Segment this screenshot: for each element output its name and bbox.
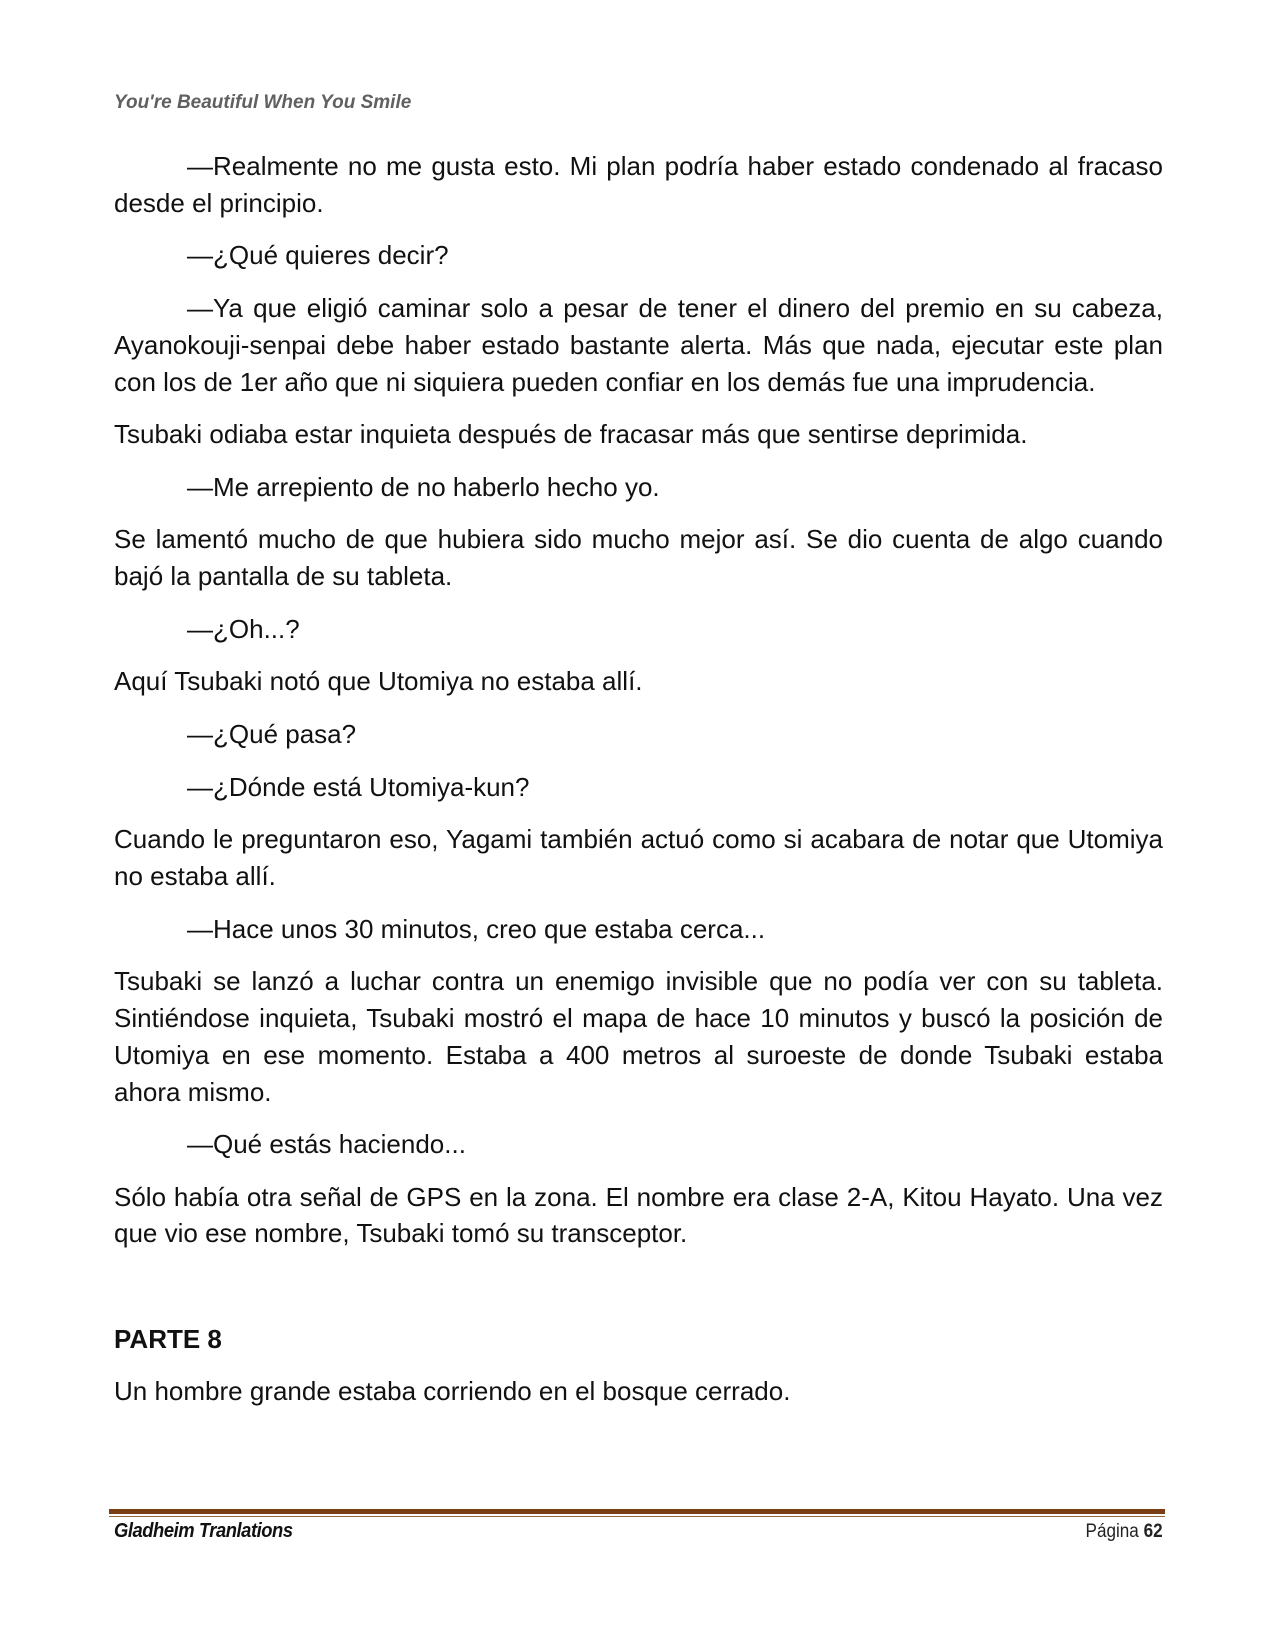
paragraph: —Hace unos 30 minutos, creo que estaba cerca... (187, 913, 766, 944)
paragraph: —Me arrepiento de no haberlo hecho yo. (187, 471, 660, 502)
paragraph: —¿Qué pasa? (187, 718, 357, 749)
paragraph: Sólo había otra señal de GPS en la zona. El nombre era clase 2-A, Kitou Hayato. Una vez que vio ese nombre, Tsubaki tomó su transceptor. (114, 1181, 1163, 1249)
paragraph: —¿Dónde está Utomiya-kun? (187, 771, 530, 802)
running-header: You're Beautiful When You Smile (114, 92, 412, 113)
paragraph: —¿Qué quieres decir? (187, 240, 449, 271)
paragraph: —Realmente no me gusta esto. Mi plan podría haber estado condenado al fracaso desde el principio. (114, 151, 1163, 218)
paragraph: —Qué estás haciendo... (187, 1129, 466, 1160)
page-number: 62 (1143, 1521, 1163, 1542)
paragraph: Se lamentó mucho de que hubiera sido mucho mejor así. Se dio cuenta de algo cuando bajó la pantalla de su tableta. (114, 524, 1163, 592)
paragraph: Un hombre grande estaba corriendo en el bosque cerrado. (114, 1376, 791, 1407)
paragraph: Tsubaki odiaba estar inquieta después de fracasar más que sentirse deprimida. (114, 419, 1028, 450)
paragraph: Tsubaki se lanzó a luchar contra un enemigo invisible que no podía ver con su tableta. Sintiéndose inquieta, Tsubaki mostró el mapa de hace 10 minutos y buscó la posición de Utomiya en ese momento. Estaba a 400 metros al suroeste de donde Tsubaki estaba ahora mismo. (114, 966, 1163, 1107)
paragraph: —Ya que eligió caminar solo a pesar de tener el dinero del premio en su cabeza, Ayanokouji-senpai debe haber estado bastante alerta. Más que nada, ejecutar este plan con los de 1er año que ni siquiera pueden confiar en los demás fue una imprudencia. (114, 292, 1163, 397)
page-label: Página (1085, 1521, 1140, 1542)
footer-rule-thin (109, 1516, 1165, 1517)
paragraph: —¿Oh...? (187, 613, 300, 644)
footer-rule (109, 1509, 1165, 1517)
publisher-name: Gladheim Tranlations (114, 1520, 293, 1542)
body-text (114, 148, 1163, 1426)
blank-line (114, 1268, 1163, 1305)
section-heading: PARTE 8 (114, 1323, 222, 1354)
page-indicator (1086, 1521, 1163, 1543)
paragraph: Aquí Tsubaki notó que Utomiya no estaba allí. (114, 666, 643, 697)
paragraph: Cuando le preguntaron eso, Yagami también actuó como si acabara de notar que Utomiya no estaba allí. (114, 824, 1163, 891)
